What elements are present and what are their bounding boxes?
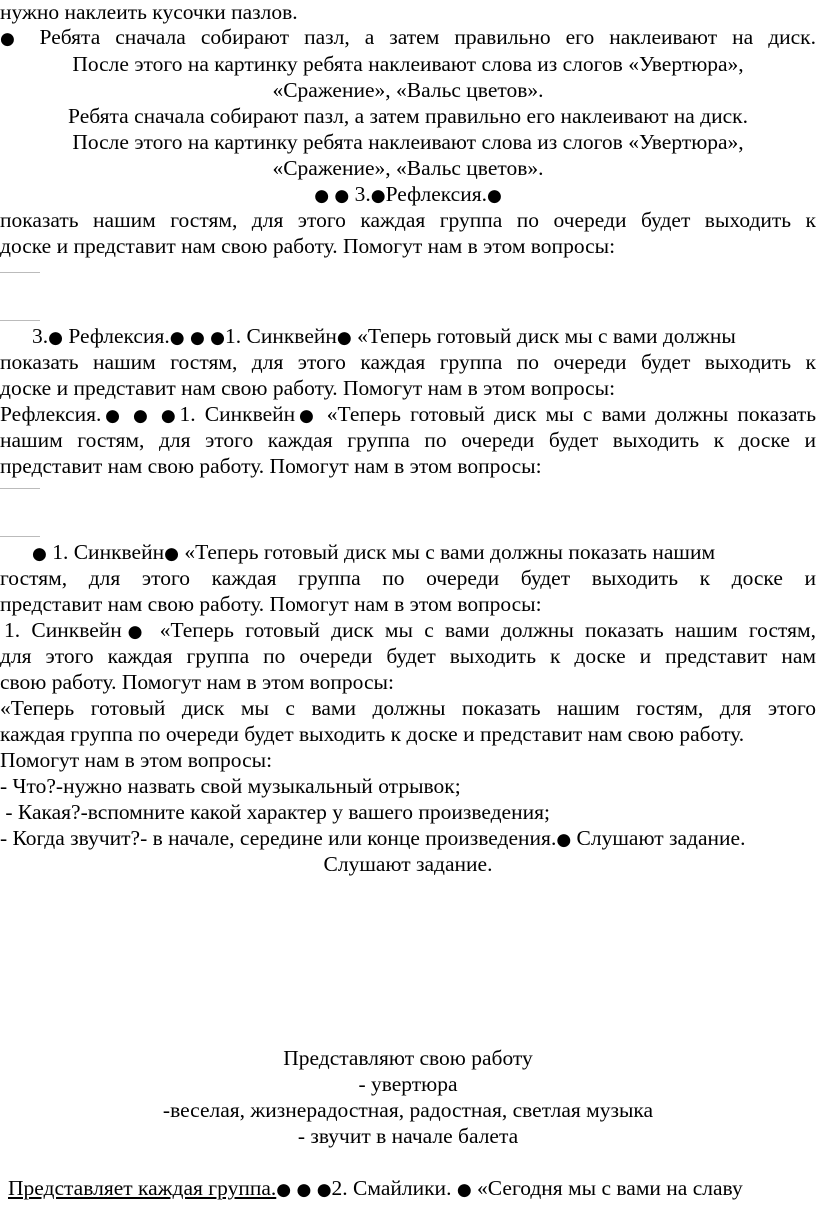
text-line: доске и представит нам свою работу. Помогут нам в этом вопросы: (0, 376, 616, 400)
text-line: Представляют свою работу (283, 1046, 533, 1070)
text-line: нашим гостям, для этого каждая группа по очереди будет выходить к доске и (0, 428, 816, 452)
bullet-icon: ● (296, 1180, 312, 1200)
divider (0, 488, 40, 489)
bullet-icon: ● (160, 406, 180, 426)
bullet-icon: ● (276, 1180, 292, 1200)
bullet-icon: ● (133, 406, 152, 426)
text-line: - увертюра (358, 1072, 458, 1096)
divider (0, 320, 40, 321)
bullet-icon: ● (316, 1180, 332, 1200)
text-line: нужно наклеить кусочки пазлов. (0, 0, 298, 24)
text-line: - Какая?-вспомните какой характер у вашего произведения; (0, 800, 550, 824)
text-line: ● ● 3.●Рефлексия.● (314, 182, 502, 206)
bullet-icon: ● (336, 328, 352, 348)
bullet-icon: ● (295, 406, 318, 426)
text-line: доске и представит нам свою работу. Помогут нам в этом вопросы: (0, 234, 616, 258)
bullet-icon: ● (0, 29, 25, 49)
text-line: «Сражение», «Вальс цветов». (272, 156, 544, 180)
text-line: для этого каждая группа по очереди будет выходить к доске и представит нам (0, 644, 816, 668)
text-line: 1. Синквейн● «Теперь готовый диск мы с вами должны показать нашим гостям, (4, 618, 816, 642)
text-line: показать нашим гостям, для этого каждая группа по очереди будет выходить к (0, 208, 816, 232)
bullet-icon: ● (456, 1180, 472, 1200)
bullet-icon: ● (314, 186, 330, 206)
bullet-icon: ● (121, 622, 149, 642)
text-line: Слушают задание. (323, 852, 493, 876)
text-line: Рефлексия.● ● ●1. Синквейн● «Теперь готовый диск мы с вами должны показать (0, 402, 816, 426)
text-line: ● 1. Синквейн● «Теперь готовый диск мы с вами должны показать нашим (32, 540, 716, 564)
bullet-icon: ● (101, 406, 124, 426)
bullet-icon: ● (189, 328, 205, 348)
text-line: - Что?-нужно назвать свой музыкальный отрывок; (0, 774, 461, 798)
text-line: «Теперь готовый диск мы с вами должны показать нашим гостям, для этого (0, 696, 816, 720)
text-line: показать нашим гостям, для этого каждая группа по очереди будет выходить к (0, 350, 816, 374)
text-line: -веселая, жизнерадостная, радостная, светлая музыка (162, 1098, 654, 1122)
text-line: Ребята сначала собирают пазл, а затем правильно его наклеивают на диск. (68, 104, 748, 128)
text-line: После этого на картинку ребята наклеивают слова из слогов «Увертюра», (72, 52, 744, 76)
bullet-icon: ● (210, 328, 225, 348)
text-line: «Сражение», «Вальс цветов». (272, 78, 544, 102)
text-line: - звучит в начале балета (297, 1124, 519, 1148)
text-line: После этого на картинку ребята наклеивают слова из слогов «Увертюра», (72, 130, 744, 154)
bullet-icon: ● (334, 186, 350, 206)
bullet-icon: ● (370, 186, 386, 206)
bullet-icon: ● (486, 186, 502, 206)
text-line: Помогут нам в этом вопросы: (0, 748, 273, 772)
bullet-icon: ● (48, 328, 63, 348)
text-line: свою работу. Помогут нам в этом вопросы: (0, 670, 394, 694)
bullet-icon: ● (556, 830, 572, 850)
divider (0, 536, 40, 537)
bullet-icon: ● (169, 328, 185, 348)
text-line: Представляет каждая группа.● ● ●2. Смайлики. ● «Сегодня мы с вами на славу (8, 1176, 743, 1200)
text-line: каждая группа по очереди будет выходить к доске и представит нам свою работу. (0, 722, 745, 746)
text-line: представит нам свою работу. Помогут нам в этом вопросы: (0, 592, 542, 616)
text-line: - Когда звучит?- в начале, середине или конце произведения.● Слушают задание. (0, 826, 746, 850)
bullet-icon: ● (164, 544, 179, 564)
text-line: 3.● Рефлексия.● ● ●1. Синквейн● «Теперь готовый диск мы с вами должны (32, 324, 736, 348)
divider (0, 272, 40, 273)
text-line: ● Ребята сначала собирают пазл, а затем правильно его наклеивают на диск. (0, 25, 816, 49)
bullet-icon: ● (32, 544, 47, 564)
text-line: представит нам свою работу. Помогут нам в этом вопросы: (0, 454, 542, 478)
text-line: гостям, для этого каждая группа по очереди будет выходить к доске и (0, 566, 816, 590)
